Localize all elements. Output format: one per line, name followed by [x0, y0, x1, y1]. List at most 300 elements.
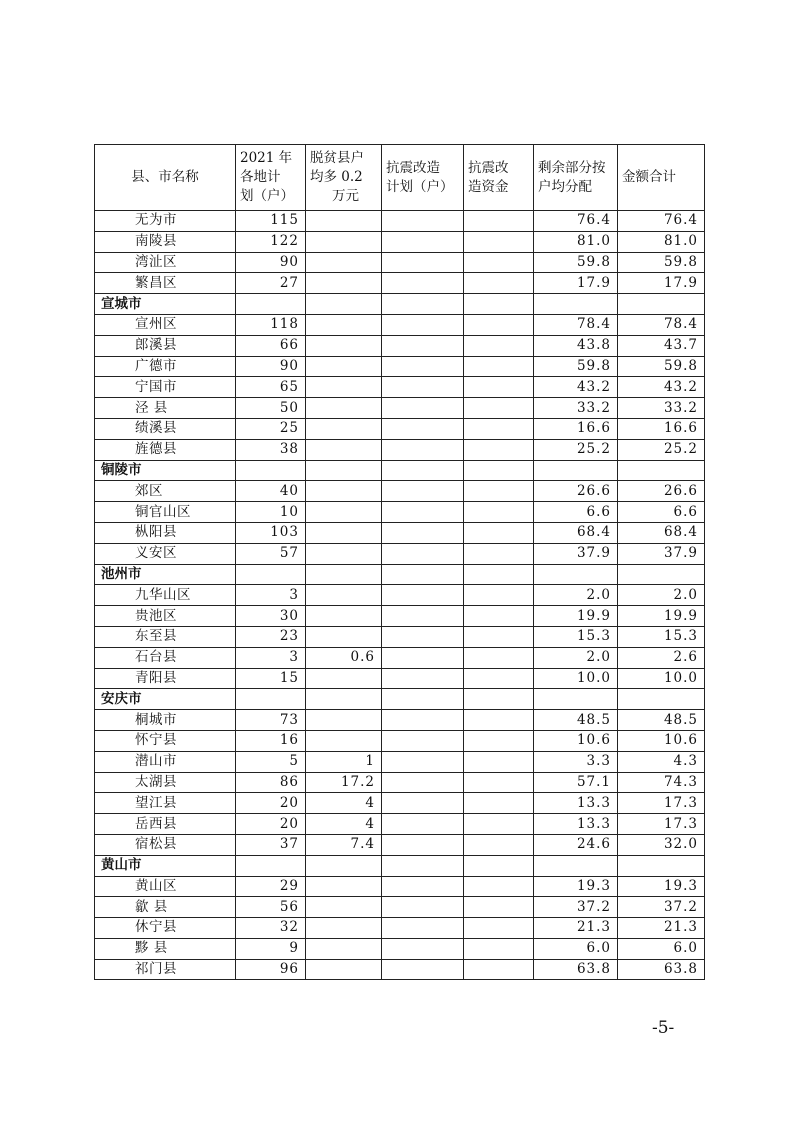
header-total-amount [618, 145, 705, 211]
empty-cell [534, 294, 618, 315]
total-cell: 74.3 [618, 772, 705, 793]
county-name-cell: 铜官山区 [95, 502, 236, 523]
plan-cell: 122 [236, 231, 306, 252]
plan-cell: 3 [236, 647, 306, 668]
total-cell: 43.7 [618, 335, 705, 356]
county-name-cell: 湾沚区 [95, 252, 236, 273]
table-row [95, 606, 705, 627]
county-name-cell: 祁门县 [95, 959, 236, 980]
remaining-cell: 37.9 [534, 543, 618, 564]
plan-cell: 37 [236, 834, 306, 855]
page-number: -5- [652, 1018, 675, 1038]
remaining-cell: 25.2 [534, 439, 618, 460]
header-line: 抗震改造 [386, 159, 440, 176]
total-cell: 37.9 [618, 543, 705, 564]
empty-cell [382, 689, 464, 710]
plan-cell: 9 [236, 938, 306, 959]
empty-cell [382, 294, 464, 315]
group-name-cell: 黄山市 [95, 855, 236, 876]
quake-fund-cell [464, 231, 534, 252]
poverty-cell [306, 377, 382, 398]
total-cell: 81.0 [618, 231, 705, 252]
table-row [95, 772, 705, 793]
quake-fund-cell [464, 481, 534, 502]
quake-plan-cell [382, 585, 464, 606]
plan-cell: 27 [236, 273, 306, 294]
header-line: 户均分配 [538, 178, 592, 195]
empty-cell [464, 460, 534, 481]
remaining-cell: 10.6 [534, 730, 618, 751]
quake-fund-cell [464, 398, 534, 419]
remaining-cell: 57.1 [534, 772, 618, 793]
remaining-cell: 17.9 [534, 273, 618, 294]
total-cell: 6.6 [618, 502, 705, 523]
remaining-cell: 59.8 [534, 356, 618, 377]
poverty-cell: 17.2 [306, 772, 382, 793]
quake-fund-cell [464, 710, 534, 731]
remaining-cell: 81.0 [534, 231, 618, 252]
quake-plan-cell [382, 481, 464, 502]
group-name-cell: 宣城市 [95, 294, 236, 315]
table-row [95, 522, 705, 543]
county-name-cell: 无为市 [95, 211, 236, 232]
quake-plan-cell [382, 439, 464, 460]
table-row [95, 918, 705, 939]
table-row [95, 668, 705, 689]
quake-plan-cell [382, 252, 464, 273]
county-name-cell: 潜山市 [95, 751, 236, 772]
table-row [95, 751, 705, 772]
total-cell: 2.6 [618, 647, 705, 668]
poverty-cell [306, 668, 382, 689]
remaining-cell: 6.0 [534, 938, 618, 959]
poverty-cell [306, 606, 382, 627]
remaining-cell: 16.6 [534, 418, 618, 439]
quake-plan-cell [382, 647, 464, 668]
plan-cell: 90 [236, 356, 306, 377]
header-line: 计划（户） [386, 178, 454, 195]
poverty-cell [306, 335, 382, 356]
county-name-cell: 泾 县 [95, 398, 236, 419]
poverty-cell: 4 [306, 793, 382, 814]
remaining-cell: 13.3 [534, 793, 618, 814]
remaining-cell: 37.2 [534, 897, 618, 918]
header-county-name [95, 145, 236, 211]
empty-cell [464, 855, 534, 876]
plan-cell: 66 [236, 335, 306, 356]
table-row [95, 834, 705, 855]
table-row [95, 273, 705, 294]
quake-plan-cell [382, 377, 464, 398]
plan-cell: 118 [236, 314, 306, 335]
quake-plan-cell [382, 606, 464, 627]
header-line: 金额合计 [622, 169, 676, 185]
county-name-cell: 黄山区 [95, 876, 236, 897]
county-name-cell: 岳西县 [95, 814, 236, 835]
plan-cell: 103 [236, 522, 306, 543]
total-cell: 2.0 [618, 585, 705, 606]
county-name-cell: 歙 县 [95, 897, 236, 918]
quake-fund-cell [464, 668, 534, 689]
table-row [95, 647, 705, 668]
empty-cell [306, 294, 382, 315]
quake-plan-cell [382, 356, 464, 377]
poverty-cell [306, 959, 382, 980]
plan-cell: 96 [236, 959, 306, 980]
table-row [95, 814, 705, 835]
header-plan-2021 [236, 145, 306, 211]
county-name-cell: 宿松县 [95, 834, 236, 855]
remaining-cell: 10.0 [534, 668, 618, 689]
remaining-cell: 13.3 [534, 814, 618, 835]
header-quake-plan [382, 145, 464, 211]
empty-cell [534, 855, 618, 876]
quake-fund-cell [464, 211, 534, 232]
header-county-name-text: 县、市名称 [131, 169, 199, 185]
county-name-cell: 旌德县 [95, 439, 236, 460]
table-row [95, 876, 705, 897]
plan-cell: 3 [236, 585, 306, 606]
quake-plan-cell [382, 814, 464, 835]
quake-fund-cell [464, 772, 534, 793]
empty-cell [306, 460, 382, 481]
county-name-cell: 宁国市 [95, 377, 236, 398]
quake-fund-cell [464, 543, 534, 564]
quake-plan-cell [382, 502, 464, 523]
empty-cell [618, 294, 705, 315]
total-cell: 59.8 [618, 356, 705, 377]
total-cell: 48.5 [618, 710, 705, 731]
table-row [95, 481, 705, 502]
quake-plan-cell [382, 211, 464, 232]
table-row [95, 398, 705, 419]
remaining-cell: 19.3 [534, 876, 618, 897]
quake-plan-cell [382, 834, 464, 855]
total-cell: 17.3 [618, 793, 705, 814]
header-line: 脱贫县户 [310, 150, 364, 166]
poverty-cell [306, 273, 382, 294]
plan-cell: 16 [236, 730, 306, 751]
county-name-cell: 贵池区 [95, 606, 236, 627]
table-row [95, 211, 705, 232]
table-row [95, 252, 705, 273]
quake-plan-cell [382, 918, 464, 939]
plan-cell: 56 [236, 897, 306, 918]
poverty-cell [306, 897, 382, 918]
quake-plan-cell [382, 231, 464, 252]
quake-fund-cell [464, 730, 534, 751]
quake-fund-cell [464, 335, 534, 356]
empty-cell [236, 460, 306, 481]
plan-cell: 73 [236, 710, 306, 731]
quake-plan-cell [382, 751, 464, 772]
poverty-cell [306, 211, 382, 232]
table-row [95, 356, 705, 377]
plan-cell: 29 [236, 876, 306, 897]
quake-fund-cell [464, 626, 534, 647]
quake-fund-cell [464, 439, 534, 460]
poverty-cell [306, 252, 382, 273]
quake-plan-cell [382, 793, 464, 814]
total-cell: 6.0 [618, 938, 705, 959]
county-name-cell: 郎溪县 [95, 335, 236, 356]
quake-fund-cell [464, 876, 534, 897]
table-row [95, 626, 705, 647]
county-name-cell: 郊区 [95, 481, 236, 502]
quake-fund-cell [464, 814, 534, 835]
plan-cell: 20 [236, 814, 306, 835]
quake-fund-cell [464, 793, 534, 814]
county-name-cell: 九华山区 [95, 585, 236, 606]
plan-cell: 40 [236, 481, 306, 502]
empty-cell [618, 564, 705, 585]
plan-cell: 90 [236, 252, 306, 273]
total-cell: 17.9 [618, 273, 705, 294]
remaining-cell: 19.9 [534, 606, 618, 627]
poverty-cell [306, 938, 382, 959]
header-row [95, 145, 705, 211]
quake-plan-cell [382, 398, 464, 419]
allocation-table [94, 144, 705, 980]
empty-cell [382, 460, 464, 481]
remaining-cell: 21.3 [534, 918, 618, 939]
remaining-cell: 68.4 [534, 522, 618, 543]
table-row [95, 959, 705, 980]
remaining-cell: 2.0 [534, 647, 618, 668]
plan-cell: 30 [236, 606, 306, 627]
table-header [95, 145, 705, 211]
group-name-cell: 安庆市 [95, 689, 236, 710]
empty-cell [534, 689, 618, 710]
remaining-cell: 2.0 [534, 585, 618, 606]
group-name-cell: 铜陵市 [95, 460, 236, 481]
total-cell: 37.2 [618, 897, 705, 918]
quake-plan-cell [382, 772, 464, 793]
total-cell: 10.0 [618, 668, 705, 689]
quake-fund-cell [464, 356, 534, 377]
plan-cell: 115 [236, 211, 306, 232]
empty-cell [464, 294, 534, 315]
quake-fund-cell [464, 834, 534, 855]
plan-cell: 15 [236, 668, 306, 689]
table-row [95, 543, 705, 564]
poverty-cell [306, 481, 382, 502]
total-cell: 32.0 [618, 834, 705, 855]
quake-plan-cell [382, 335, 464, 356]
quake-fund-cell [464, 938, 534, 959]
total-cell: 26.6 [618, 481, 705, 502]
header-line: 划（户） [240, 188, 294, 204]
empty-cell [534, 564, 618, 585]
table-row [95, 418, 705, 439]
empty-cell [236, 564, 306, 585]
total-cell: 16.6 [618, 418, 705, 439]
table-row [95, 377, 705, 398]
total-cell: 68.4 [618, 522, 705, 543]
table-row [95, 439, 705, 460]
table-row [95, 793, 705, 814]
plan-cell: 86 [236, 772, 306, 793]
quake-plan-cell [382, 668, 464, 689]
quake-fund-cell [464, 502, 534, 523]
table-row [95, 231, 705, 252]
quake-plan-cell [382, 897, 464, 918]
quake-fund-cell [464, 377, 534, 398]
total-cell: 78.4 [618, 314, 705, 335]
poverty-cell [306, 439, 382, 460]
total-cell: 10.6 [618, 730, 705, 751]
poverty-cell [306, 626, 382, 647]
poverty-cell [306, 543, 382, 564]
remaining-cell: 43.2 [534, 377, 618, 398]
empty-cell [618, 460, 705, 481]
table-row [95, 897, 705, 918]
empty-cell [464, 564, 534, 585]
quake-plan-cell [382, 626, 464, 647]
county-name-cell: 休宁县 [95, 918, 236, 939]
total-cell: 17.3 [618, 814, 705, 835]
quake-plan-cell [382, 938, 464, 959]
county-name-cell: 广德市 [95, 356, 236, 377]
county-name-cell: 怀宁县 [95, 730, 236, 751]
empty-cell [382, 855, 464, 876]
empty-cell [618, 855, 705, 876]
header-remaining-allocation [534, 145, 618, 211]
quake-fund-cell [464, 273, 534, 294]
quake-fund-cell [464, 585, 534, 606]
plan-cell: 65 [236, 377, 306, 398]
poverty-cell [306, 314, 382, 335]
plan-cell: 20 [236, 793, 306, 814]
quake-plan-cell [382, 522, 464, 543]
total-cell: 43.2 [618, 377, 705, 398]
header-line: 各地计 [240, 169, 281, 185]
quake-plan-cell [382, 273, 464, 294]
empty-cell [306, 689, 382, 710]
group-row [95, 855, 705, 876]
quake-plan-cell [382, 710, 464, 731]
table-row [95, 730, 705, 751]
table-row [95, 938, 705, 959]
quake-plan-cell [382, 730, 464, 751]
poverty-cell [306, 730, 382, 751]
quake-fund-cell [464, 959, 534, 980]
poverty-cell: 4 [306, 814, 382, 835]
total-cell: 63.8 [618, 959, 705, 980]
header-line: 剩余部分按 [538, 159, 606, 176]
remaining-cell: 3.3 [534, 751, 618, 772]
empty-cell [306, 855, 382, 876]
total-cell: 4.3 [618, 751, 705, 772]
header-line: 均多 0.2 [310, 169, 363, 185]
empty-cell [534, 460, 618, 481]
county-name-cell: 枞阳县 [95, 522, 236, 543]
poverty-cell [306, 356, 382, 377]
quake-fund-cell [464, 647, 534, 668]
empty-cell [236, 294, 306, 315]
poverty-cell [306, 918, 382, 939]
quake-plan-cell [382, 959, 464, 980]
poverty-cell: 0.6 [306, 647, 382, 668]
empty-cell [236, 689, 306, 710]
total-cell: 15.3 [618, 626, 705, 647]
total-cell: 19.9 [618, 606, 705, 627]
total-cell: 76.4 [618, 211, 705, 232]
county-name-cell: 义安区 [95, 543, 236, 564]
table-row [95, 585, 705, 606]
county-name-cell: 黟 县 [95, 938, 236, 959]
empty-cell [382, 564, 464, 585]
remaining-cell: 15.3 [534, 626, 618, 647]
header-line: 造资金 [468, 178, 509, 195]
header-line: 2021 年 [240, 150, 293, 166]
empty-cell [618, 689, 705, 710]
table-row [95, 314, 705, 335]
quake-fund-cell [464, 522, 534, 543]
total-cell: 25.2 [618, 439, 705, 460]
plan-cell: 25 [236, 418, 306, 439]
remaining-cell: 78.4 [534, 314, 618, 335]
county-name-cell: 青阳县 [95, 668, 236, 689]
table-row [95, 710, 705, 731]
total-cell: 59.8 [618, 252, 705, 273]
table-row [95, 335, 705, 356]
quake-fund-cell [464, 418, 534, 439]
group-row [95, 564, 705, 585]
remaining-cell: 76.4 [534, 211, 618, 232]
plan-cell: 57 [236, 543, 306, 564]
header-quake-fund [464, 145, 534, 211]
quake-fund-cell [464, 751, 534, 772]
plan-cell: 10 [236, 502, 306, 523]
plan-cell: 50 [236, 398, 306, 419]
county-name-cell: 东至县 [95, 626, 236, 647]
remaining-cell: 59.8 [534, 252, 618, 273]
empty-cell [236, 855, 306, 876]
county-name-cell: 繁昌区 [95, 273, 236, 294]
group-row [95, 294, 705, 315]
county-name-cell: 宣州区 [95, 314, 236, 335]
county-name-cell: 绩溪县 [95, 418, 236, 439]
poverty-cell [306, 522, 382, 543]
quake-plan-cell [382, 876, 464, 897]
county-name-cell: 石台县 [95, 647, 236, 668]
poverty-cell [306, 876, 382, 897]
quake-plan-cell [382, 314, 464, 335]
total-cell: 19.3 [618, 876, 705, 897]
header-poverty-bonus [306, 145, 382, 211]
county-name-cell: 太湖县 [95, 772, 236, 793]
remaining-cell: 24.6 [534, 834, 618, 855]
plan-cell: 38 [236, 439, 306, 460]
quake-plan-cell [382, 418, 464, 439]
remaining-cell: 43.8 [534, 335, 618, 356]
poverty-cell: 7.4 [306, 834, 382, 855]
poverty-cell [306, 231, 382, 252]
plan-cell: 5 [236, 751, 306, 772]
quake-fund-cell [464, 897, 534, 918]
quake-fund-cell [464, 918, 534, 939]
poverty-cell [306, 585, 382, 606]
county-name-cell: 望江县 [95, 793, 236, 814]
total-cell: 33.2 [618, 398, 705, 419]
remaining-cell: 63.8 [534, 959, 618, 980]
quake-fund-cell [464, 314, 534, 335]
remaining-cell: 6.6 [534, 502, 618, 523]
header-line: 万元 [332, 188, 359, 204]
group-row [95, 460, 705, 481]
remaining-cell: 33.2 [534, 398, 618, 419]
